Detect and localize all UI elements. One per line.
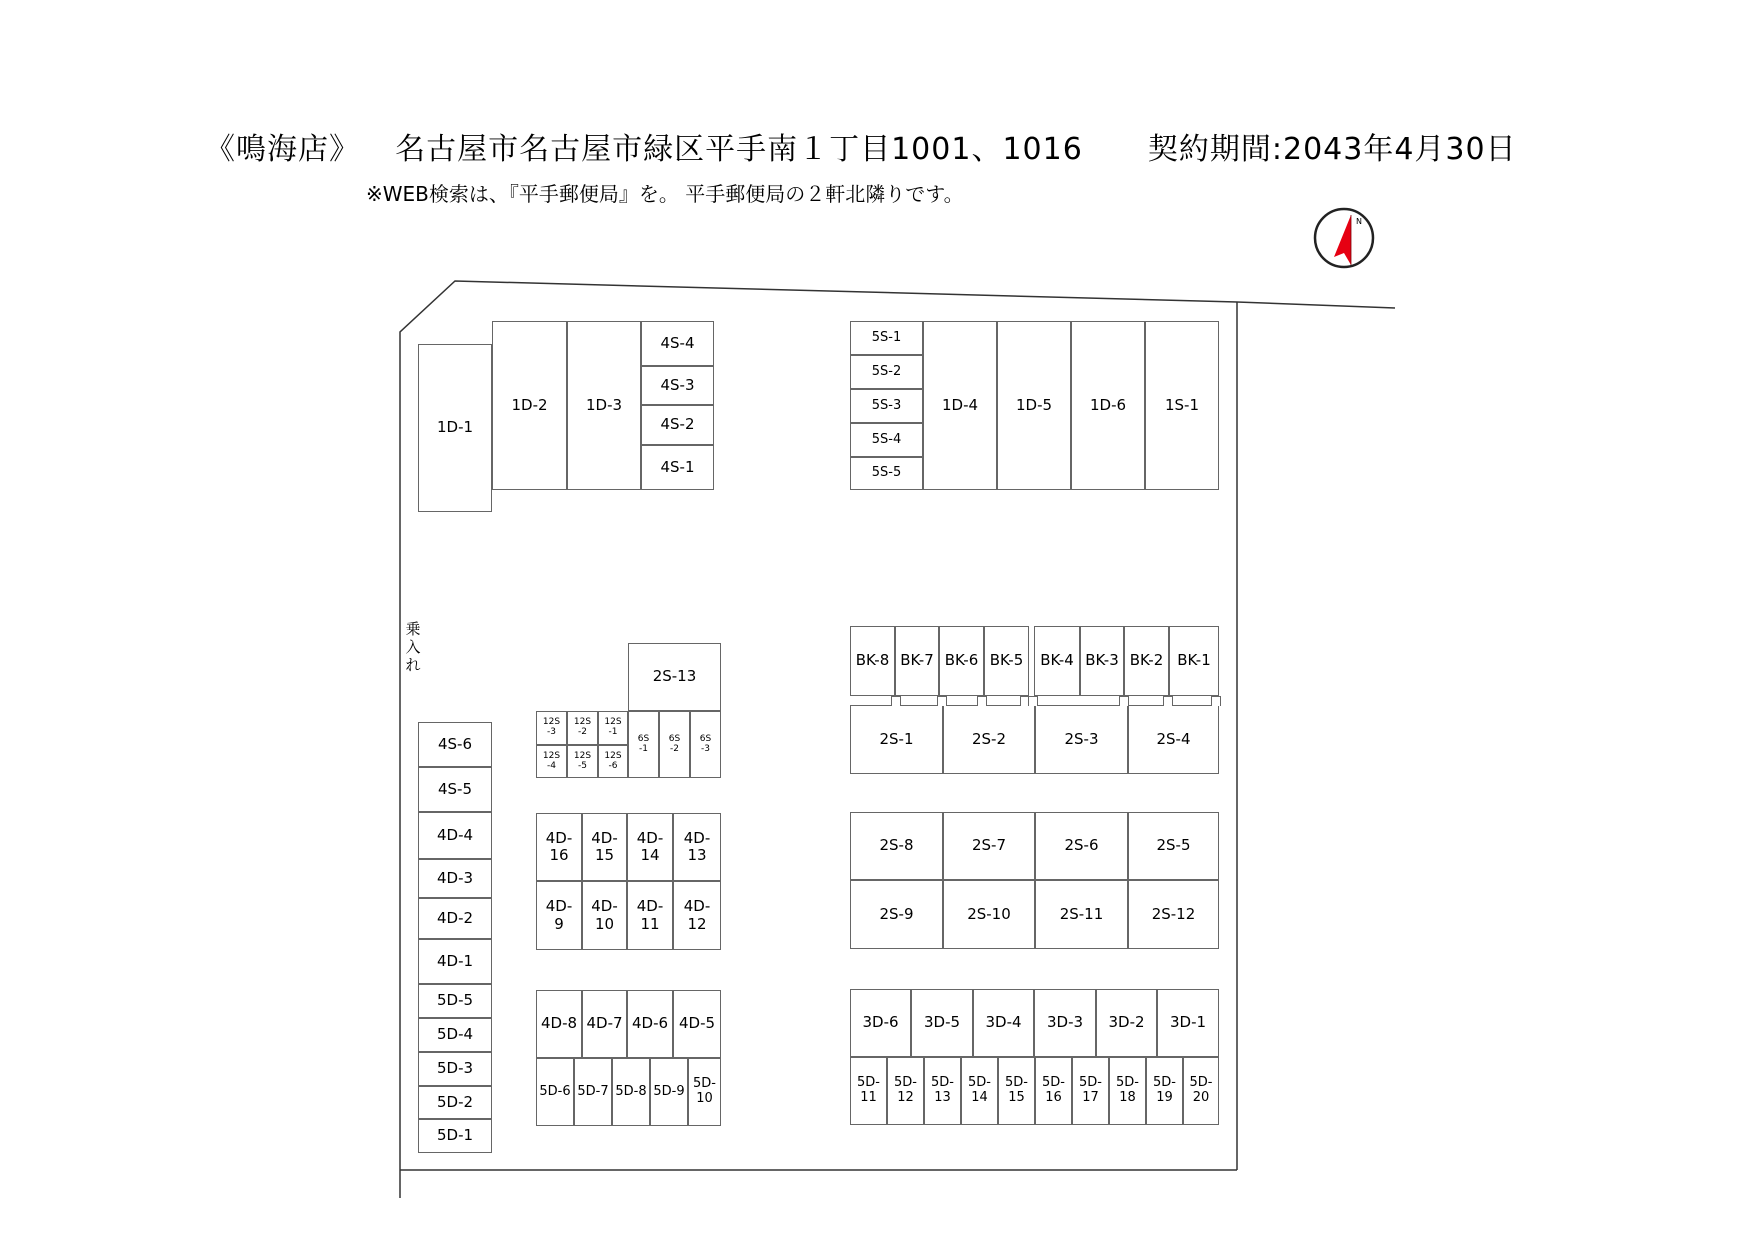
parking-space[interactable]: 12S -1 [598,711,628,745]
parking-space[interactable]: 4D- 12 [673,881,721,950]
parking-space[interactable]: 1S-1 [1145,321,1219,490]
parking-space[interactable]: 5D- 17 [1072,1057,1109,1125]
compass-icon [1313,207,1375,269]
parking-space[interactable]: 4D-2 [418,898,492,939]
parking-space[interactable]: 4D-3 [418,859,492,898]
parking-space[interactable]: BK-4 [1034,626,1080,696]
parking-space[interactable]: 6S -1 [628,711,659,778]
parking-space[interactable]: 5D- 15 [998,1057,1035,1125]
parking-space[interactable]: 4D-8 [536,990,582,1058]
parking-space[interactable]: BK-8 [850,626,895,696]
parking-space[interactable]: 12S -6 [598,745,628,778]
parking-space[interactable]: BK-6 [939,626,984,696]
parking-space[interactable]: 3D-1 [1157,989,1219,1057]
parking-space[interactable]: 5D- 16 [1035,1057,1072,1125]
parking-space[interactable]: 5D-8 [612,1058,650,1126]
pillar-marker [1119,696,1129,706]
parking-space[interactable]: 5D- 10 [688,1058,721,1126]
parking-space[interactable]: 5D-3 [418,1052,492,1086]
parking-space[interactable]: 5D-5 [418,984,492,1018]
parking-space[interactable]: 1D-2 [492,321,567,490]
parking-space[interactable]: 6S -2 [659,711,690,778]
parking-space[interactable]: 5D- 12 [887,1057,924,1125]
parking-space[interactable]: 5D-1 [418,1119,492,1153]
parking-space[interactable]: 2S-8 [850,812,943,880]
parking-space[interactable]: 4D-1 [418,939,492,984]
parking-space[interactable]: 5D- 14 [961,1057,998,1125]
parking-space[interactable]: 2S-6 [1035,812,1128,880]
parking-space[interactable]: 2S-2 [943,705,1035,774]
parking-space[interactable]: BK-1 [1169,626,1219,696]
parking-space[interactable]: 5D- 11 [850,1057,887,1125]
parking-space[interactable]: 3D-6 [850,989,911,1057]
parking-space[interactable]: 5D- 20 [1183,1057,1219,1125]
parking-space[interactable]: 6S -3 [690,711,721,778]
parking-space[interactable]: 4S-6 [418,722,492,767]
parking-space[interactable]: 4D- 13 [673,813,721,881]
parking-space[interactable]: 5D-2 [418,1086,492,1119]
pillar-marker [937,696,947,706]
parking-space[interactable]: 4D-6 [627,990,673,1058]
parking-space[interactable]: 12S -3 [536,711,567,745]
parking-space[interactable]: BK-3 [1080,626,1124,696]
parking-space[interactable]: 5S-2 [850,355,923,389]
parking-space[interactable]: 2S-1 [850,705,943,774]
parking-space[interactable]: 12S -4 [536,745,567,778]
address: 名古屋市名古屋市緑区平手南１丁目1001、1016 [395,132,1083,167]
pillar-marker [1163,696,1173,706]
parking-space[interactable]: 4S-3 [641,366,714,405]
parking-space[interactable]: 4D- 9 [536,881,582,950]
parking-space[interactable]: 2S-11 [1035,880,1128,949]
compass-letter: N [1356,217,1362,226]
pillar-marker [891,696,901,706]
parking-space[interactable]: 2S-12 [1128,880,1219,949]
contract-period: 契約期間:2043年4月30日 [1147,132,1517,167]
parking-space[interactable]: BK-7 [895,626,939,696]
parking-space[interactable]: 3D-3 [1034,989,1096,1057]
parking-space[interactable]: BK-5 [984,626,1029,696]
parking-space[interactable]: 1D-4 [923,321,997,490]
parking-space[interactable]: 5D- 13 [924,1057,961,1125]
pillar-marker [977,696,987,706]
parking-space[interactable]: 4D- 14 [627,813,673,881]
parking-space[interactable]: 3D-5 [911,989,973,1057]
parking-space[interactable]: 4S-4 [641,321,714,366]
parking-space[interactable]: 4D- 11 [627,881,673,950]
parking-space[interactable]: 2S-7 [943,812,1035,880]
parking-space[interactable]: 4D- 16 [536,813,582,881]
pillar-marker [1211,696,1221,706]
parking-space[interactable]: 5D-7 [574,1058,612,1126]
parking-space[interactable]: 4S-5 [418,767,492,812]
parking-space[interactable]: 4D-5 [673,990,721,1058]
parking-space[interactable]: 5D-6 [536,1058,574,1126]
parking-space[interactable]: 5D-4 [418,1018,492,1052]
parking-space[interactable]: 5S-1 [850,321,923,355]
parking-space[interactable]: 5S-5 [850,457,923,490]
parking-space[interactable]: 2S-4 [1128,705,1219,774]
parking-space[interactable]: 4D-4 [418,812,492,859]
parking-space[interactable]: BK-2 [1124,626,1169,696]
parking-space[interactable]: 2S-10 [943,880,1035,949]
entrance-label: 乗入れ [405,620,421,674]
parking-space[interactable]: 1D-3 [567,321,641,490]
parking-space[interactable]: 5S-4 [850,423,923,457]
parking-space[interactable]: 3D-2 [1096,989,1157,1057]
parking-space[interactable]: 2S-5 [1128,812,1219,880]
parking-space[interactable]: 5D-9 [650,1058,688,1126]
parking-space[interactable]: 4D-7 [582,990,627,1058]
parking-space[interactable]: 4D- 10 [582,881,627,950]
store-name: 《鳴海店》 [205,132,360,167]
parking-space[interactable]: 1D-5 [997,321,1071,490]
parking-space[interactable]: 1D-6 [1071,321,1145,490]
parking-space[interactable]: 2S-3 [1035,705,1128,774]
pillar-marker [1028,696,1038,706]
parking-space[interactable]: 2S-13 [628,643,721,711]
parking-space[interactable]: 12S -5 [567,745,598,778]
parking-space[interactable]: 5S-3 [850,389,923,423]
parking-space[interactable]: 5D- 18 [1109,1057,1146,1125]
parking-space[interactable]: 4S-2 [641,405,714,445]
parking-space[interactable]: 3D-4 [973,989,1034,1057]
parking-space[interactable]: 4D- 15 [582,813,627,881]
parking-space[interactable]: 4S-1 [641,445,714,490]
parking-space[interactable]: 5D- 19 [1146,1057,1183,1125]
search-note: ※WEB検索は、『平手郵便局』を。 平手郵便局の２軒北隣りです。 [366,182,964,206]
parking-space[interactable]: 2S-9 [850,880,943,949]
parking-space[interactable]: 12S -2 [567,711,598,745]
parking-space[interactable]: 1D-1 [418,344,492,512]
